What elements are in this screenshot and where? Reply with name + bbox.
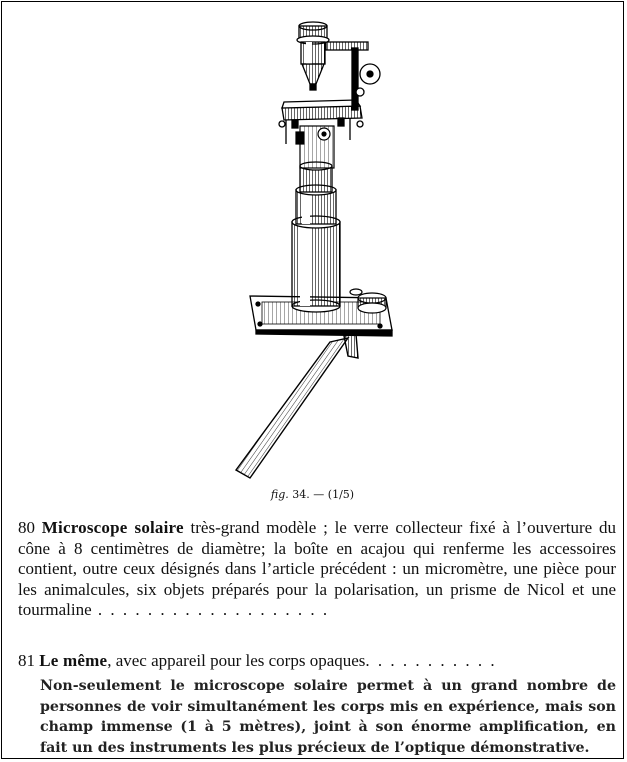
entry-number: 80 bbox=[18, 518, 35, 537]
mirror-arm bbox=[236, 334, 358, 478]
entry-title: Microscope solaire bbox=[41, 518, 184, 537]
catalog-entry-80 bbox=[18, 518, 616, 621]
descriptive-note: Non-seulement le microscope solaire permet à un grand nombre de personnes de voir simultanément les corps mis en expérience, mais son champ immense (1 à 5 mètres), joint à son énorme amplification, en fait un des instruments les plus précieux de l’optique démonstrative. bbox=[40, 678, 616, 756]
entry-number: 81 bbox=[18, 651, 35, 670]
catalog-entry-81 bbox=[18, 651, 616, 672]
figure-scale: — (1/5) bbox=[313, 488, 355, 501]
entry-leader: . . . . . . . . . . . . . . . . . . . bbox=[91, 600, 330, 619]
main-tube bbox=[292, 162, 340, 312]
entry-description: , avec appareil pour les corps opaques bbox=[107, 651, 366, 670]
entry-title: Le même bbox=[39, 651, 108, 670]
objective bbox=[297, 22, 329, 90]
entry-leader: . . . . . . . . . . . bbox=[365, 651, 497, 670]
entry-description: très-grand modèle ; le verre collecteur fixé à l’ouverture du cône à 8 centimètres de diamètre; la boîte en acajou qui renferme les accessoires contient, outre ceux désignés dans l’article précédent : un micromètre, une pièce pour les animalcules, six objets préparés pour la polarisation, un prisme de Nicol et une tourmaline bbox=[18, 518, 616, 619]
focus-pillar bbox=[296, 126, 334, 168]
figure-number: 34. bbox=[292, 488, 310, 501]
figure-caption bbox=[0, 488, 625, 501]
support-rod bbox=[326, 42, 380, 110]
figure-label: fig. bbox=[270, 488, 289, 501]
